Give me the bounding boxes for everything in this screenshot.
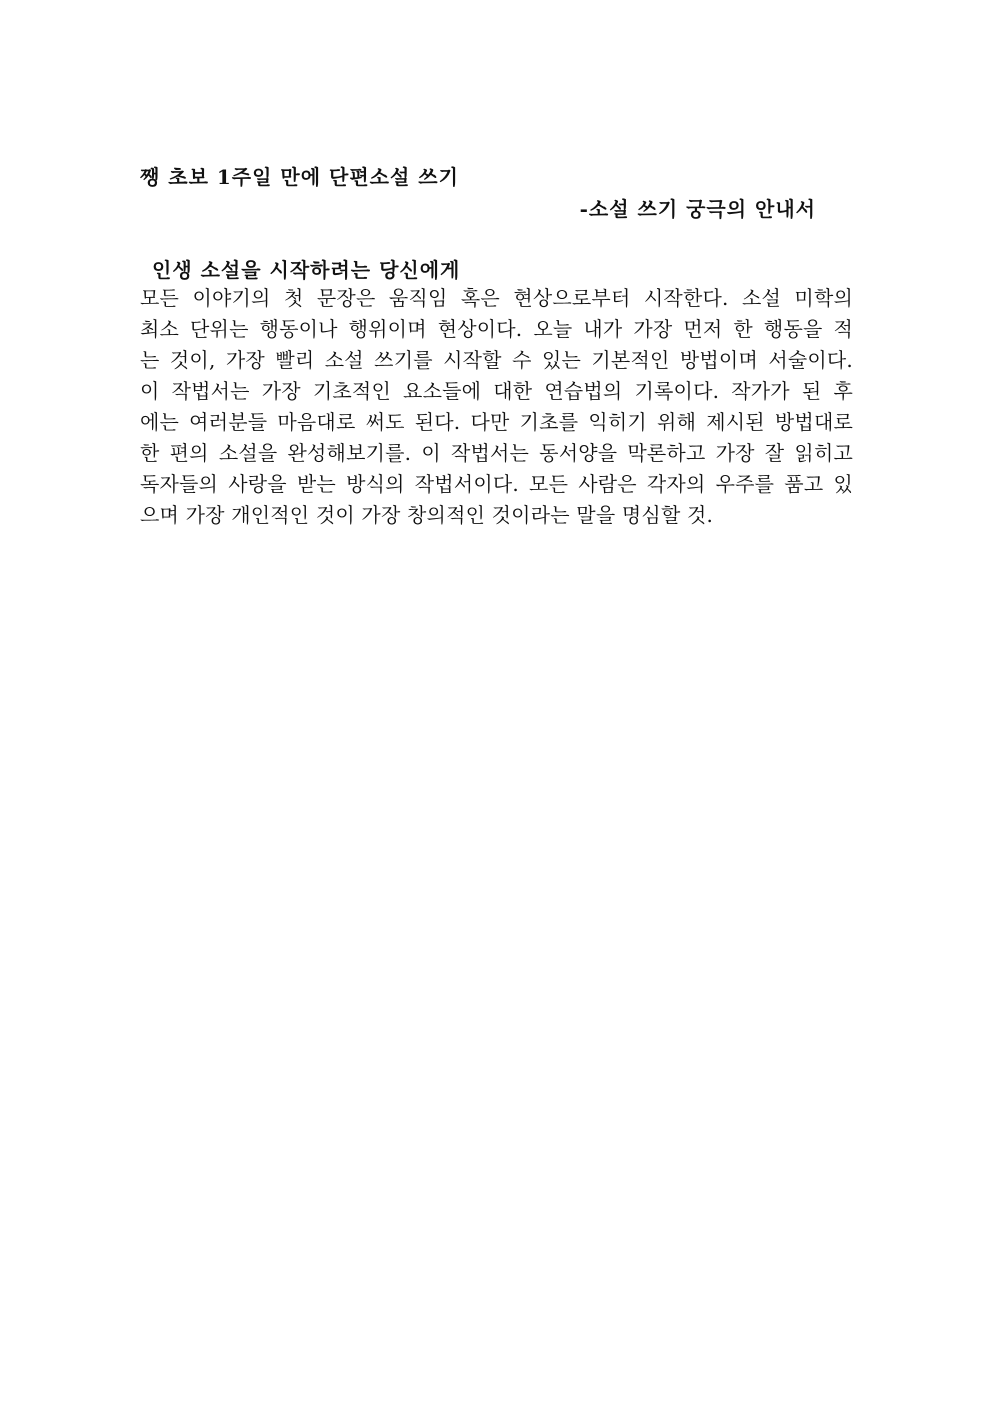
body-line: 는 것이, 가장 빨리 소설 쓰기를 시작할 수 있는 기본적인 방법이며 서술이다.	[140, 348, 853, 372]
section-heading: 인생 소설을 시작하려는 당신에게	[152, 258, 461, 282]
body-line: 한 편의 소설을 완성해보기를. 이 작법서는 동서양을 막론하고 가장 잘 읽히고	[140, 441, 853, 465]
body-line: 이 작법서는 가장 기초적인 요소들에 대한 연습법의 기록이다. 작가가 된 후	[140, 379, 853, 403]
body-line: 으며 가장 개인적인 것이 가장 창의적인 것이라는 말을 명심할 것.	[140, 503, 714, 527]
body-line: 모든 이야기의 첫 문장은 움직임 혹은 현상으로부터 시작한다. 소설 미학의	[140, 286, 853, 310]
document-subtitle: -소설 쓰기 궁극의 안내서	[579, 197, 816, 221]
body-line: 최소 단위는 행동이나 행위이며 현상이다. 오늘 내가 가장 먼저 한 행동을 적	[140, 317, 853, 341]
body-paragraphs	[140, 283, 853, 531]
body-line: 독자들의 사랑을 받는 방식의 작법서이다. 모든 사람은 각자의 우주를 품고 있	[140, 472, 853, 496]
document-title: 쨍 초보 1주일 만에 단편소설 쓰기	[140, 165, 459, 189]
body-line: 에는 여러분들 마음대로 써도 된다. 다만 기초를 익히기 위해 제시된 방법대로	[140, 410, 853, 434]
